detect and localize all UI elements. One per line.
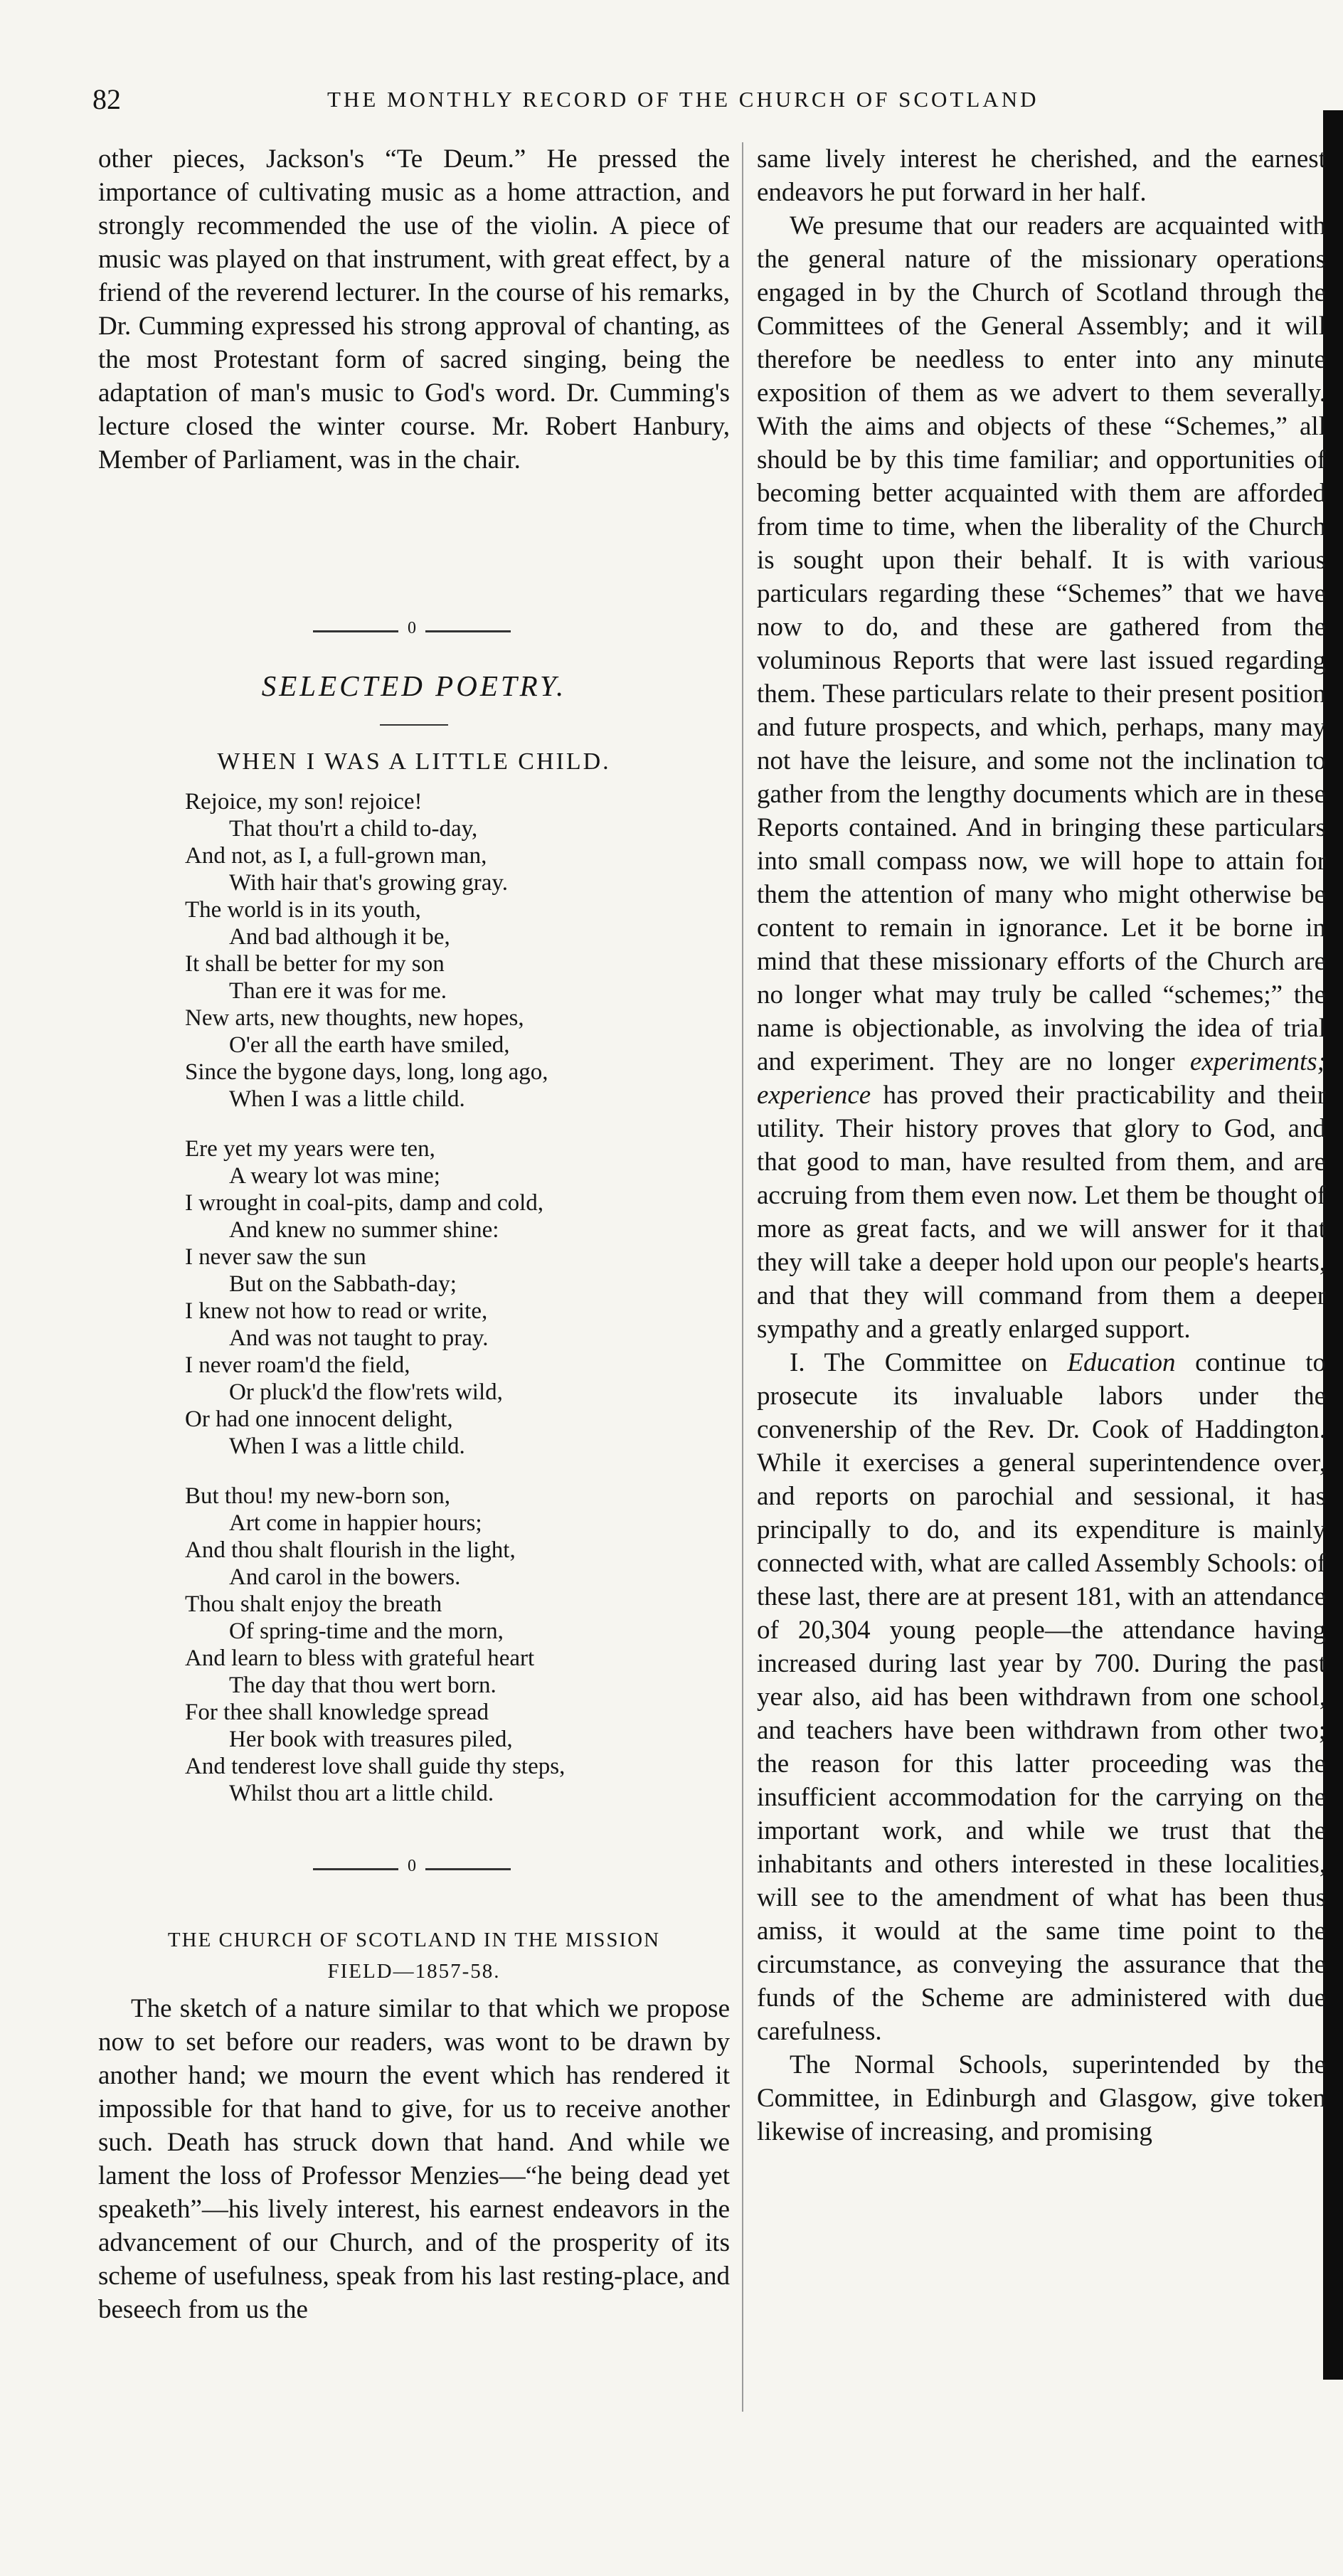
ornament-rule-left [313,630,398,632]
poem-line: That thou'rt a child to-day, [229,816,478,842]
poem-line: For thee shall knowledge spread [185,1700,489,1725]
poem-line: Whilst thou art a little child. [229,1781,494,1806]
right-paragraph-3-text-a: I. The Committee on [790,1348,1068,1377]
poem-line: Or had one innocent delight, [185,1406,453,1432]
poem-title: WHEN I WAS A LITTLE CHILD. [217,748,611,775]
section-paragraph: The sketch of a nature similar to that which we propose now to set before our readers, was wont to be drawn by another hand; we mourn the event which has rendered it impossible for that hand to give, for us to receive another such. Death has struck down that hand. And while we lament the loss of Professor Menzies—“he being dead yet speaketh”—his lively interest, his earnest endeavors in the advancement of our Church, and of the prosperity of its scheme of usefulness, speak from his last resting-place, and beseech from us the [98,1994,730,2324]
right-column [757,142,1326,2148]
poem-line: And was not taught to pray. [229,1325,489,1351]
poem-line: And tenderest love shall guide thy steps, [185,1754,566,1779]
poem-line: With hair that's growing gray. [229,870,508,896]
poem-line: And thou shalt flourish in the light, [185,1537,516,1563]
poem-line: It shall be better for my son [185,951,445,977]
right-paragraph-2 [757,209,1326,1346]
poem-line: New arts, new thoughts, new hopes, [185,1005,524,1031]
poem-line: The day that thou wert born. [229,1673,497,1698]
poem-line: I knew not how to read or write, [185,1298,488,1324]
poem-line: I never saw the sun [185,1244,366,1270]
section-heading-line-1: THE CHURCH OF SCOTLAND IN THE MISSION [167,1929,661,1951]
right-paragraph-3 [757,1346,1326,2048]
poem-line: The world is in its youth, [185,897,421,923]
column-divider [742,142,743,2412]
poem-line: And learn to bless with grateful heart [185,1645,535,1671]
poem-line: Than ere it was for me. [229,978,447,1004]
poem-line: O'er all the earth have smiled, [229,1032,510,1058]
section-body [98,1992,730,2326]
poem-line: And carol in the bowers. [229,1564,461,1590]
poem-stanza-2 [185,1135,543,1460]
right-paragraph-2-text-a: We presume that our readers are acquainted with the general nature of the missionary operations engaged in by the Church of Scotland through the Committees of the General Assembly; and it will therefore be needless to enter into any minute exposition of them as we advert to them severally. With the aims and objects of these “Schemes,” all should be by this time familiar; and opportunities of becoming better acquainted with them are afforded from time to time, when the liberality of the Church is sought upon their behalf. It is with various particulars regarding these “Schemes” that we have now to do, and these are gathered from the voluminous Reports that were last issued regarding them. These particulars relate to their present position and future prospects, and which, perhaps, many may not have the leisure, and some not the inclination to gather from the lengthy documents which are in these Reports contained. And in bringing these particulars into small compass now, we will hope to attain for them the attention of many who might otherwise be content to remain in ignorance. Let it be borne in mind that these missionary efforts of the Church are no longer what may truly be called “schemes;” the name is objectionable, as involving the idea of trial and experiment. They are no longer [757,211,1326,1076]
right-paragraph-3-text-b: continue to prosecute its invaluable labors under the convenership of the Rev. Dr. Cook of Haddington. While it exercises a general superintendence over, and reports on parochial and sessional, it has principally to do, and its expenditure is mainly connected with, what are called Assembly Schools: of these last, there are at present 181, with an attendance of 20,304 young people—the attendance having increased during last year by 700. During the past year also, aid has been withdrawn from one school, and teachers have been withdrawn from other two; the reason for this latter proceeding was the insufficient accommodation for the carrying on the important work, and while we trust that the inhabitants and others interested in these localities, will see to the amendment of what has been thus amiss, it would at the same time point to the circumstance, as conveying the assurance that the funds of the Scheme are administered with due carefulness. [757,1348,1326,2046]
poem-line: And bad although it be, [229,924,450,950]
intro-paragraph: other pieces, Jackson's “Te Deum.” He pressed the importance of cultivating music as a home attraction, and strongly recommended the use of the violin. A piece of music was played on that instrument, with great effect, by a friend of the reverend lecturer. In the course of his remarks, Dr. Cumming expressed his strong approval of chanting, as the most Protestant form of sacred singing, being the adaptation of man's music to God's word. Dr. Cumming's lecture closed the winter course. Mr. Robert Hanbury, Member of Parliament, was in the chair. [98,144,730,475]
page-number: 82 [92,83,121,115]
poem-stanza-1 [185,788,548,1113]
poetry-heading: SELECTED POETRY. [261,669,567,702]
poem-line: Of spring-time and the morn, [229,1618,504,1644]
poem-line: Or pluck'd the flow'rets wild, [229,1379,503,1405]
ornament-rule-left-2 [313,1868,398,1870]
poem-line: Art come in happier hours; [229,1510,482,1536]
left-column [98,142,730,477]
poem-line: I wrought in coal-pits, damp and cold, [185,1190,544,1216]
poem-line: Thou shalt enjoy the breath [185,1591,442,1617]
poem-line: Since the bygone days, long, long ago, [185,1059,548,1085]
heading-underline [380,724,448,726]
right-paragraph-1: same lively interest he cherished, and the earnest endeavors he put forward in her half. [757,144,1326,207]
poem-line: Ere yet my years were ten, [185,1136,435,1162]
poem-line: And not, as I, a full-grown man, [185,843,487,869]
ornament-rule-right [425,630,511,632]
poem-line: Rejoice, my son! rejoice! [185,789,423,815]
poem-line: But thou! my new-born son, [185,1483,451,1509]
right-paragraph-2-text-b: has proved their practicability and their utility. Their history proves that glory to God, and that good to man, have resulted from them, and are accruing from them even now. Let them be thought of more as great facts, and we will answer for it that they will take a deeper hold upon our people's hearts, and that they will command from them a deeper sympathy and a greatly enlarged support. [757,1081,1326,1344]
ornament-rule-right-2 [425,1868,511,1870]
running-title: THE MONTHLY RECORD OF THE CHURCH OF SCOTLAND [327,87,1039,112]
section-heading [98,1924,730,1987]
ornament-glyph: 0 [408,619,416,637]
scan-edge-shadow [1323,110,1343,2380]
poem-line: Her book with treasures piled, [229,1727,513,1752]
poem-line: A weary lot was mine; [229,1163,440,1189]
poem-line: I never roam'd the field, [185,1352,410,1378]
poem-line: When I was a little child. [229,1433,465,1459]
poem-line: But on the Sabbath-day; [229,1271,457,1297]
right-paragraph-2-italic: experiments; experience [757,1047,1326,1110]
poem-line: When I was a little child. [229,1086,465,1112]
right-paragraph-3-italic: Education [1067,1348,1176,1377]
poem-line: And knew no summer shine: [229,1217,499,1243]
ornament-glyph-2: 0 [408,1857,416,1875]
section-heading-line-2: FIELD—1857-58. [327,1960,501,1983]
page-header [92,83,1288,125]
poem-stanza-3 [185,1483,565,1807]
right-paragraph-4: The Normal Schools, superintended by the Committee, in Edinburgh and Glasgow, give token likewise of increasing, and promising [757,2050,1326,2146]
